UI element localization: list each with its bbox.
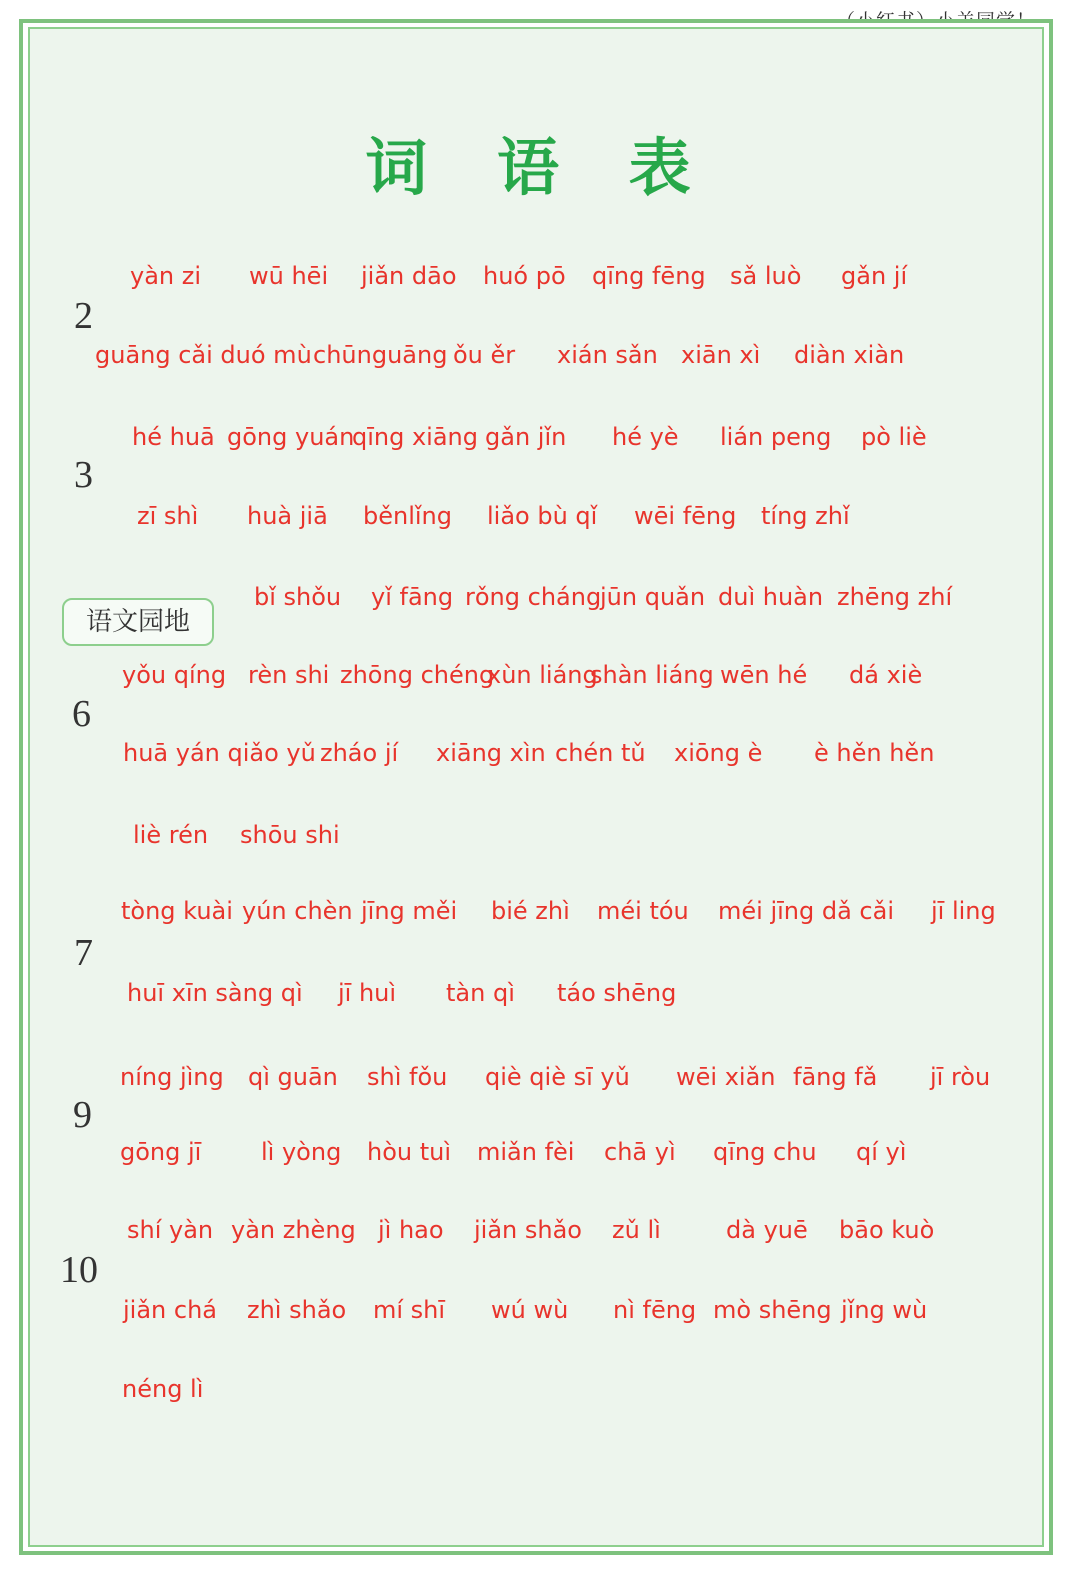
lesson-number-6: 6 — [72, 693, 91, 735]
pinyin-word: duì huàn — [718, 583, 824, 611]
pinyin-word: zī shì — [137, 502, 199, 530]
pinyin-word: mí shī — [373, 1296, 446, 1324]
pinyin-word: zhōng chéng — [340, 661, 495, 689]
pinyin-word: tòng kuài — [121, 897, 233, 925]
pinyin-word: bié zhì — [491, 897, 570, 925]
pinyin-word: shōu shi — [240, 821, 340, 849]
lesson-number-3: 3 — [74, 454, 93, 496]
pinyin-word: jiǎn dāo — [361, 262, 457, 290]
pinyin-word: zháo jí — [320, 739, 399, 767]
pinyin-word: jì hao — [378, 1216, 444, 1244]
pinyin-word: jiǎn chá — [123, 1296, 217, 1324]
pinyin-word: shì fǒu — [367, 1063, 448, 1091]
pinyin-word: diàn xiàn — [794, 341, 905, 369]
lesson-number-9: 9 — [73, 1094, 92, 1136]
pinyin-word: fāng fǎ — [793, 1063, 878, 1091]
pinyin-word: wēn hé — [720, 661, 808, 689]
pinyin-word: lián peng — [720, 423, 832, 451]
word-row — [0, 1375, 1080, 1415]
pinyin-word: shàn liáng — [590, 661, 714, 689]
pinyin-word: chén tǔ — [555, 739, 646, 767]
pinyin-word: huā yán qiǎo yǔ — [123, 739, 316, 767]
pinyin-word: gǎn jí — [841, 262, 908, 290]
pinyin-word: hé yè — [612, 423, 679, 451]
pinyin-word: huó pō — [483, 262, 566, 290]
pinyin-word: jī huì — [338, 979, 397, 1007]
pinyin-word: zhēng zhí — [837, 583, 953, 611]
pinyin-word: jī ròu — [930, 1063, 991, 1091]
pinyin-word: è hěn hěn — [814, 739, 935, 767]
pinyin-word: hé huā — [132, 423, 215, 451]
pinyin-word: wēi xiǎn — [676, 1063, 776, 1091]
pinyin-word: lì yòng — [261, 1138, 342, 1166]
pinyin-word: wū hēi — [249, 262, 329, 290]
pinyin-word: zhì shǎo — [247, 1296, 347, 1324]
pinyin-word: xiāng xìn — [436, 739, 546, 767]
pinyin-word: mò shēng — [713, 1296, 832, 1324]
pinyin-word: chūnguāng — [313, 341, 448, 369]
pinyin-word: xián sǎn — [557, 341, 658, 369]
pinyin-word: níng jìng — [120, 1063, 224, 1091]
pinyin-word: hòu tuì — [367, 1138, 452, 1166]
pinyin-word: gōng jī — [120, 1138, 202, 1166]
word-row — [0, 502, 1080, 542]
pinyin-word: liǎo bù qǐ — [487, 502, 598, 530]
word-row — [0, 341, 1080, 381]
word-row — [0, 1216, 1080, 1256]
pinyin-word: zǔ lì — [612, 1216, 661, 1244]
pinyin-word: xiān xì — [681, 341, 761, 369]
pinyin-word: jǐng wù — [841, 1296, 928, 1324]
word-row — [0, 821, 1080, 861]
pinyin-word: chā yì — [604, 1138, 676, 1166]
pinyin-word: méi tóu — [597, 897, 689, 925]
pinyin-word: jīng měi — [361, 897, 458, 925]
pinyin-word: nì fēng — [613, 1296, 697, 1324]
pinyin-word: miǎn fèi — [477, 1138, 575, 1166]
word-row — [0, 423, 1080, 463]
pinyin-word: yàn zhèng — [231, 1216, 356, 1244]
pinyin-word: běnlǐng — [363, 502, 452, 530]
pinyin-word: yàn zi — [130, 262, 202, 290]
pinyin-word: yǒu qíng — [122, 661, 227, 689]
pinyin-word: qīng xiāng — [352, 423, 478, 451]
word-row — [0, 1296, 1080, 1336]
word-row — [0, 897, 1080, 937]
word-row — [0, 1138, 1080, 1178]
pinyin-word: bǐ shǒu — [254, 583, 342, 611]
pinyin-word: rèn shi — [248, 661, 330, 689]
pinyin-word: qīng fēng — [592, 262, 706, 290]
lesson-number-7: 7 — [74, 932, 93, 974]
pinyin-word: néng lì — [122, 1375, 204, 1403]
pinyin-word: wēi fēng — [634, 502, 737, 530]
pinyin-word: bāo kuò — [839, 1216, 935, 1244]
word-row — [0, 583, 1080, 623]
pinyin-word: qiè qiè sī yǔ — [485, 1063, 630, 1091]
pinyin-word: huī xīn sàng qì — [127, 979, 303, 1007]
chinese-garden-label: 语文园地 — [62, 598, 214, 646]
pinyin-word: guāng cǎi duó mù — [95, 341, 312, 369]
pinyin-word: sǎ luò — [730, 262, 802, 290]
pinyin-word: xùn liáng — [487, 661, 598, 689]
pinyin-word: dà yuē — [726, 1216, 808, 1244]
pinyin-word: qīng chu — [713, 1138, 817, 1166]
word-row — [0, 979, 1080, 1019]
pinyin-word: rǒng cháng — [465, 583, 602, 611]
pinyin-word: wú wù — [491, 1296, 569, 1324]
pinyin-word: qí yì — [856, 1138, 907, 1166]
pinyin-word: jiǎn shǎo — [474, 1216, 582, 1244]
lesson-number-10: 10 — [60, 1249, 98, 1291]
pinyin-word: xiōng è — [674, 739, 763, 767]
word-row — [0, 661, 1080, 701]
pinyin-word: jī ling — [931, 897, 996, 925]
pinyin-word: gōng yuán — [227, 423, 355, 451]
pinyin-word: jūn quǎn — [600, 583, 706, 611]
word-row — [0, 739, 1080, 779]
pinyin-word: gǎn jǐn — [485, 423, 567, 451]
page-title: 词 语 表 — [365, 131, 715, 204]
pinyin-word: ǒu ěr — [453, 341, 516, 369]
pinyin-word: shí yàn — [127, 1216, 214, 1244]
pinyin-word: huà jiā — [247, 502, 328, 530]
word-row — [0, 262, 1080, 302]
lesson-number-2: 2 — [74, 295, 93, 337]
pinyin-word: qì guān — [248, 1063, 338, 1091]
pinyin-word: pò liè — [861, 423, 927, 451]
word-row — [0, 1063, 1080, 1103]
pinyin-word: méi jīng dǎ cǎi — [718, 897, 894, 925]
pinyin-word: táo shēng — [557, 979, 677, 1007]
pinyin-word: yǐ fāng — [371, 583, 454, 611]
pinyin-word: dá xiè — [849, 661, 923, 689]
pinyin-word: tàn qì — [446, 979, 515, 1007]
pinyin-word: tíng zhǐ — [761, 502, 850, 530]
pinyin-word: liè rén — [133, 821, 209, 849]
pinyin-word: yún chèn — [242, 897, 353, 925]
